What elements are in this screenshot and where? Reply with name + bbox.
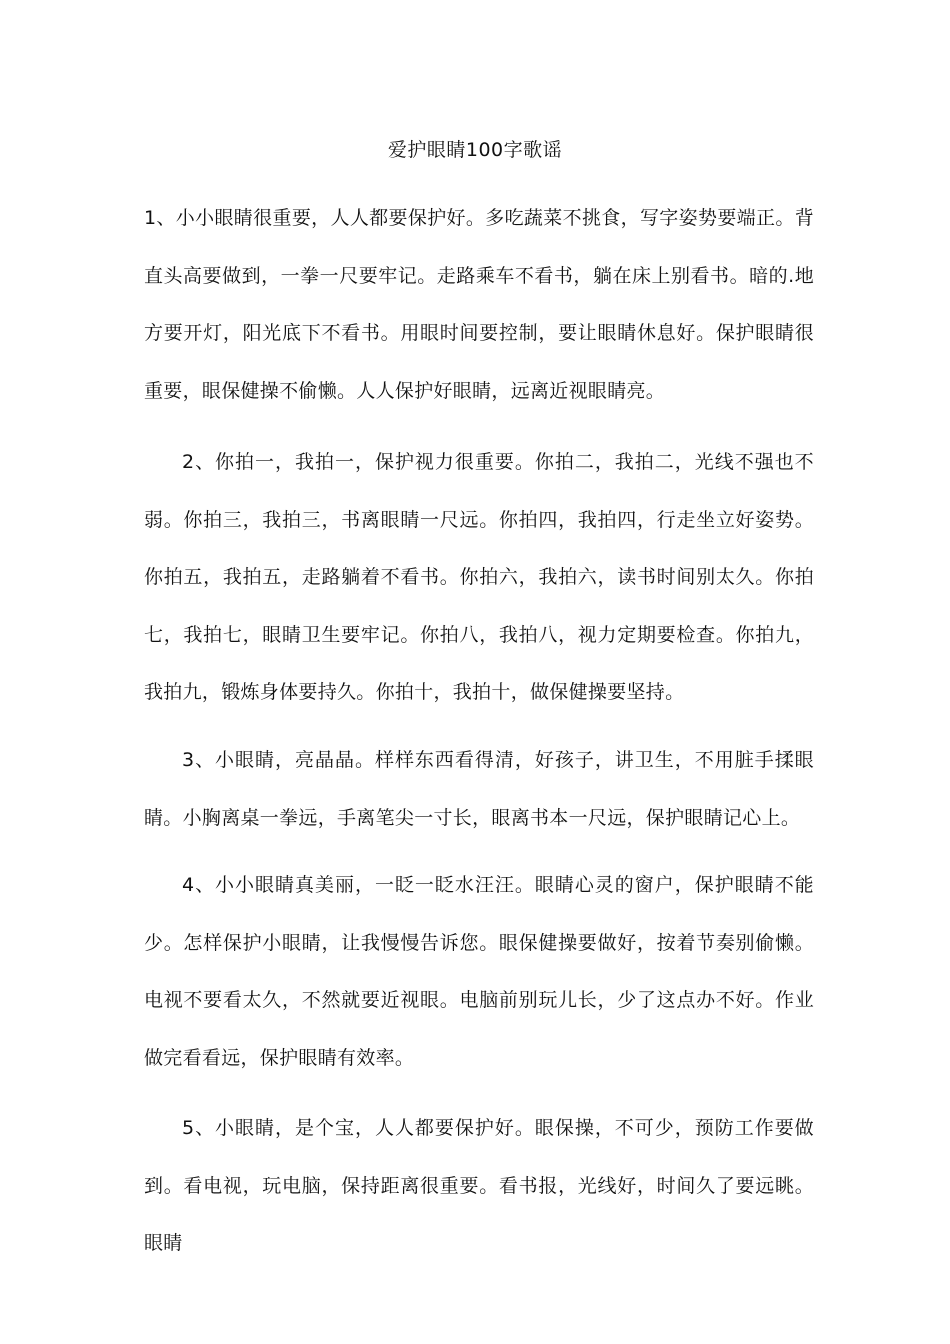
paragraph-1: 1、小小眼睛很重要，人人都要保护好。多吃蔬菜不挑食，写字姿势要端正。背直头高要做到，一拳一尺要牢记。走路乘车不看书，躺在床上别看书。暗的.地方要开灯，阳光底下不看书。用眼时间要控制，要让眼睛休息好。保护眼睛很重要，眼保健操不偷懒。人人保护好眼睛，远离近视眼睛亮。 xyxy=(144,207,814,402)
paragraph-5: 5、小眼睛，是个宝，人人都要保护好。眼保操，不可少，预防工作要做到。看电视，玩电脑，保持距离很重要。看书报，光线好，时间久了要远眺。眼睛 xyxy=(144,1117,814,1254)
paragraph-4: 4、小小眼睛真美丽，一眨一眨水汪汪。眼睛心灵的窗户，保护眼睛不能少。怎样保护小眼睛，让我慢慢告诉您。眼保健操要做好，按着节奏别偷懒。电视不要看太久，不然就要近视眼。电脑前别玩儿长，少了这点办不好。作业做完看看远，保护眼睛有效率。 xyxy=(144,874,814,1069)
paragraph-2: 2、你拍一，我拍一，保护视力很重要。你拍二，我拍二，光线不强也不弱。你拍三，我拍三，书离眼睛一尺远。你拍四，我拍四，行走坐立好姿势。你拍五，我拍五，走路躺着不看书。你拍六，我拍六，读书时间别太久。你拍七，我拍七，眼睛卫生要牢记。你拍八，我拍八，视力定期要检查。你拍九，我拍九，锻炼身体要持久。你拍十，我拍十，做保健操要坚持。 xyxy=(144,451,814,703)
document-title: 爱护眼睛100字歌谣 xyxy=(387,139,563,161)
paragraph-3: 3、小眼睛，亮晶晶。样样东西看得清，好孩子，讲卫生，不用脏手揉眼睛。小胸离桌一拳远，手离笔尖一寸长，眼离书本一尺远，保护眼睛记心上。 xyxy=(144,749,814,829)
